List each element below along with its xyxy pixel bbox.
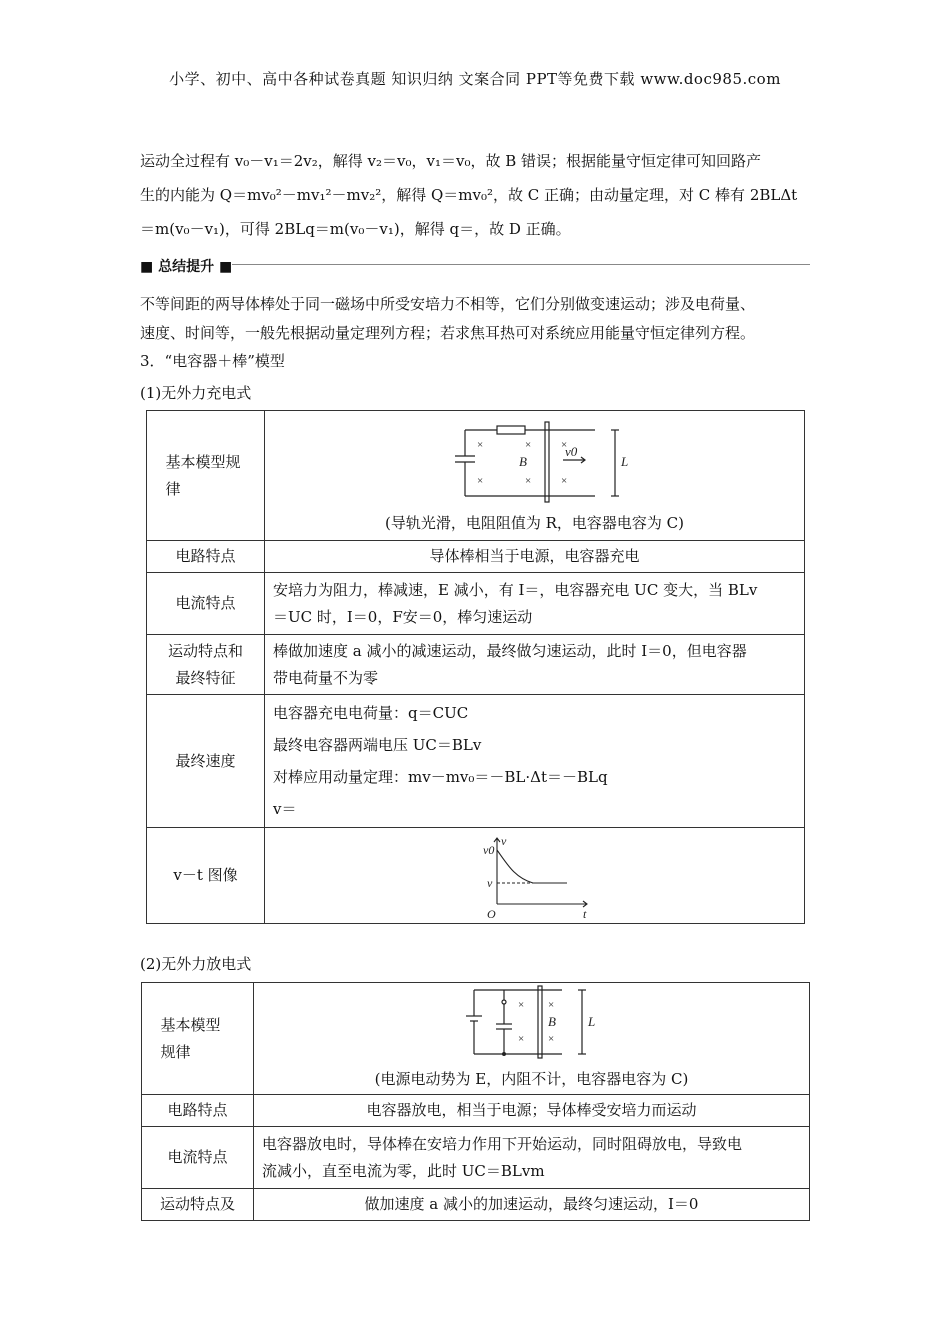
vt-graph (475, 832, 595, 920)
t1-motion-line-1: 棒做加速度 a 减小的减速运动，最终做匀速运动，此时 I＝0，但电容器 (273, 641, 747, 660)
t1-row-model-figure (265, 411, 805, 541)
field-mark: × (524, 439, 531, 451)
t2-motion-text: 做加速度 a 减小的加速运动，最终匀速运动，I＝0 (254, 1189, 810, 1221)
conductor-rod-icon (538, 986, 542, 1058)
t1-model-label-text: 基本模型规律 (165, 452, 241, 498)
summary-heading (140, 256, 810, 275)
solution-line-2: 生的内能为 Q＝mv₀²－mv₁²－mv₂²，解得 Q＝mv₀²，故 C 正确；由动量定理，对 C 棒有 2BLΔt (140, 186, 798, 204)
field-mark: × (524, 475, 531, 487)
junction-dot (502, 1052, 506, 1056)
t1-figure-caption: (导轨光滑，电阻阻值为 R，电容器电容为 C) (384, 514, 684, 532)
t2-circuit-label: 电路特点 (142, 1095, 254, 1127)
summary-line-2: 速度、时间等，一般先根据动量定理列方程；若求焦耳热可对系统应用能量守恒定律列方程。 (140, 324, 756, 342)
t1-current-label: 电流特点 (147, 573, 265, 635)
t2-motion-label: 运动特点及 (142, 1189, 254, 1221)
t1-motion-label (147, 635, 265, 695)
t2-current-label: 电流特点 (142, 1127, 254, 1189)
t2-current-line-1: 电容器放电时，导体棒在安培力作用下开始运动，同时阻碍放电，导致电 (262, 1134, 743, 1153)
t1-current-cell (265, 573, 805, 635)
t1-circuit-label: 电路特点 (147, 541, 265, 573)
field-mark: × (517, 999, 524, 1011)
summary-paragraph (140, 291, 830, 347)
solution-line-1: 运动全过程有 v₀－v₁＝2v₂，解得 v₂＝v₀，v₁＝v₀，故 B 错误；根据能量守恒定律可知回路产 (140, 152, 762, 170)
page-header: 小学、初中、高中各种试卷真题 知识归纳 文案合同 PPT等免费下载 www.doc985.com (169, 70, 781, 88)
t1-circuit-text: 导体棒相当于电源，电容器充电 (265, 541, 805, 573)
solution-paragraph (140, 148, 820, 243)
t1-current-line-1: 安培力为阻力，棒减速，E 减小，有 I＝，电容器充电 UC 变大，当 BLv (273, 580, 758, 599)
field-mark: × (547, 999, 554, 1011)
t1-current-line-2: ＝UC 时，I＝0，F安＝0，棒匀速运动 (273, 607, 533, 626)
final-v-label: v (486, 875, 492, 890)
t2-current-line-2: 流减小，直至电流为零，此时 UC＝BLvm (262, 1161, 545, 1180)
field-mark: × (547, 1033, 554, 1045)
t1-final-line-1: 电容器充电电荷量：q＝CUC (273, 704, 469, 722)
t2-figure-caption: (电源电动势为 E，内阻不计，电容器电容为 C) (374, 1070, 689, 1088)
summary-label: ■ 总结提升 ■ (140, 259, 233, 275)
v0-label: v0 (482, 842, 494, 857)
t1-row-model-label (147, 411, 265, 541)
t1-final-speed-label: 最终速度 (147, 695, 265, 828)
field-mark: × (517, 1033, 524, 1045)
t2-current-cell (254, 1127, 810, 1189)
table2-title: (2)无外力放电式 (140, 955, 252, 973)
field-label: B (547, 1014, 556, 1029)
discharging-model-table (141, 982, 810, 1221)
summary-line-1: 不等间距的两导体棒处于同一磁场中所受安培力不相等，它们分别做变速运动；涉及电荷量、 (140, 295, 756, 313)
length-label: L (587, 1014, 595, 1029)
field-mark: × (476, 439, 483, 451)
velocity-label: v0 (564, 444, 577, 459)
t2-row-model-label (142, 983, 254, 1095)
t1-final-line-2: 最终电容器两端电压 UC＝BLv (273, 736, 482, 754)
t1-final-speed-cell (265, 695, 805, 828)
t1-motion-label-2: 最终特征 (175, 668, 236, 687)
t2-row-model-figure (254, 983, 810, 1095)
t1-vt-label: v－t 图像 (147, 828, 265, 924)
discharging-circuit-diagram (462, 984, 602, 1060)
origin-label: O (486, 906, 496, 920)
v-axis-label: v (500, 833, 506, 848)
switch-icon (502, 1000, 506, 1004)
solution-line-3: ＝m(v₀－v₁)，可得 2BLq＝m(v₀－v₁)，解得 q＝，故 D 正确。 (140, 220, 571, 238)
t1-vt-cell (265, 828, 805, 924)
t-axis-label: t (582, 906, 586, 920)
t2-model-label-text: 基本模型规律 (160, 1015, 221, 1061)
charging-circuit-diagram (435, 416, 635, 504)
conductor-rod-icon (545, 422, 549, 502)
velocity-curve (497, 850, 567, 883)
resistor-icon (497, 426, 525, 434)
t1-final-line-4: v＝ (273, 800, 297, 818)
length-label: L (620, 454, 628, 469)
t2-circuit-text: 电容器放电，相当于电源；导体棒受安培力而运动 (254, 1095, 810, 1127)
t1-motion-cell (265, 635, 805, 695)
section-title: 3．“电容器＋棒”模型 (140, 352, 285, 370)
t1-motion-line-2: 带电荷量不为零 (273, 668, 379, 687)
field-mark: × (560, 475, 567, 487)
field-label: B (518, 454, 527, 469)
charging-model-table (146, 410, 805, 924)
t1-motion-label-1: 运动特点和 (167, 641, 243, 660)
field-mark: × (476, 475, 483, 487)
table1-title: (1)无外力充电式 (140, 384, 252, 402)
t1-final-line-3: 对棒应用动量定理：mv－mv₀＝－BL·Δt＝－BLq (273, 768, 608, 786)
field-mark: × (560, 439, 567, 451)
summary-divider (232, 264, 810, 265)
